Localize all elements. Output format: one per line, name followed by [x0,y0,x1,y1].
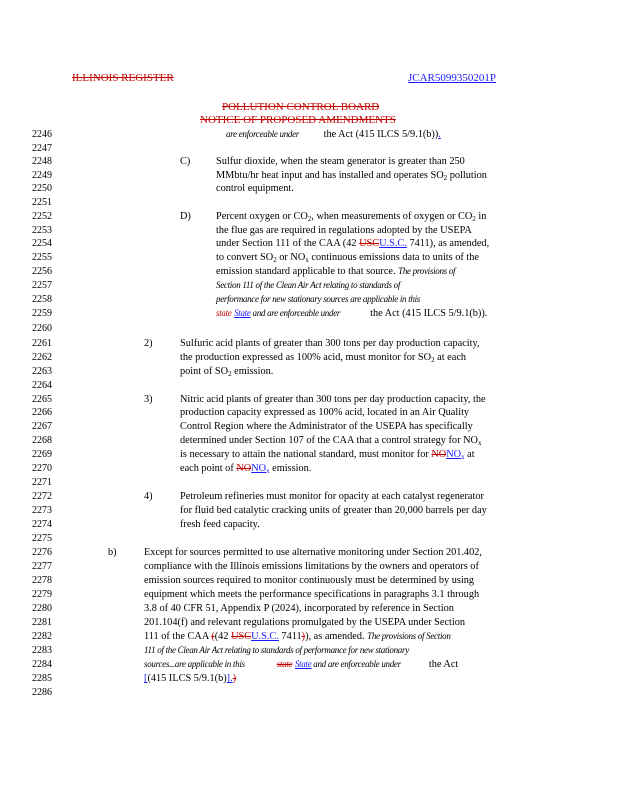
line-number: 2258 [32,294,52,305]
item-4-line3: fresh feed capacity. [180,519,260,530]
item-b-label: b) [108,547,117,558]
line-number: 2264 [32,380,52,391]
line-number: 2253 [32,225,52,236]
item-c-line2: MMbtu/hr heat input and has installed and operates $SO_2$ pollution [216,170,487,182]
item-2-line3: point of $SO_2$ emission. [180,366,274,378]
item-d-line2: the flue gas are required in regulations adopted by the USEPA [216,225,472,236]
board-title: POLLUTION CONTROL BOARD [222,101,380,113]
deleted-text: ) [232,673,237,684]
line-number: 2270 [32,463,52,474]
item-4-line2: for fluid bed catalytic cracking units of greater than 20,000 barrels per day [180,505,487,516]
item-b-line2: compliance with the Illinois emissions limitations by the owners and operators of [144,561,479,572]
line-number: 2273 [32,505,52,516]
item-d-line1: Percent oxygen or $CO_2$, when measurements of oxygen or $CO_2$ in [216,211,487,223]
jcar-code: JCAR5099350201P [408,72,497,84]
item-3-line4: determined under Section 107 of the CAA that a control strategy for $NO_x$ [180,435,482,447]
deleted-text: NO [236,463,252,474]
item-d-line6: Section 111 of the Clean Air Act relating to standards of [216,280,401,290]
item-b-line4: equipment which meets the performance specifications in paragraphs 3.1 through [144,589,480,600]
item-b-line6: 201.104(f) and relevant regulations promulgated by the USEPA under Section [144,617,466,628]
italic-text: are enforceable under [226,129,300,139]
item-b-line7: 111 of the CAA ((42 USCU.S.C. 7411)), as amended. The provisions of Section [144,631,451,642]
line-number: 2254 [32,238,52,249]
line-2246 [226,128,441,142]
inserted-text: U.S.C. [251,631,279,642]
deleted-text: ) [301,631,306,642]
item-d-label: D) [180,211,191,222]
line-number: 2250 [32,183,52,194]
line-number: 2283 [32,645,52,656]
line-number: 2282 [32,631,52,642]
item-3-line6: each point of $NONO_x$ emission. [180,463,312,475]
line-number: 2278 [32,575,52,586]
item-3-line1: Nitric acid plants of greater than 300 tons per day production capacity, the [180,394,486,405]
line-number: 2274 [32,519,52,530]
item-c-label: C) [180,156,191,167]
item-c-line3: control equipment. [216,183,294,194]
item-d-line3: under Section 111 of the CAA (42 USCU.S.C. 7411), as amended, [216,238,490,249]
item-d-line4: to convert $SO_2$ or $NO_x$ continuous emissions data to units of the [216,252,479,264]
inserted-text: State [294,659,312,669]
inserted-text: $NO_x$ [446,449,465,461]
register-title: ILLINOIS REGISTER [72,72,174,84]
line-number: 2260 [32,323,52,334]
item-d-line8: state State and are enforceable under the Act (415 ILCS 5/9.1(b)). [216,308,488,319]
item-3-line2: production capacity expressed as 100% acid, located in an Air Quality [180,407,470,418]
item-b-line3: emission sources required to monitor continuously must be determined by using [144,575,475,586]
deleted-text: NO [431,449,447,460]
line-number: 2279 [32,589,52,600]
line-number: 2271 [32,477,52,488]
item-3-line5: is necessary to attain the national standard, must monitor for $NONO_x$ at [180,449,475,461]
item-4-label: 4) [144,491,153,502]
line-number: 2276 [32,547,52,558]
inserted-text: [ [144,673,148,684]
deleted-text: USC [359,238,380,249]
item-b-line8: 111 of the Clean Air Act relating to standards of performance for new stationary [144,645,409,655]
inserted-text: State [234,308,251,318]
item-b-line9: sources...are applicable in this state State and are enforceable under the Act [144,659,459,670]
inserted-text: $NO_x$ [251,463,270,475]
line-number: 2263 [32,366,52,377]
item-3-line3: Control Region where the Administrator of the USEPA has specifically [180,421,473,432]
line-number: 2251 [32,197,52,208]
text: the Act (415 ILCS 5/9.1(b)) [323,129,439,140]
line-number: 2249 [32,170,52,181]
line-number: 2266 [32,407,52,418]
item-c-line1: Sulfur dioxide, when the steam generator is greater than 250 [216,156,465,167]
line-number: 2286 [32,687,52,698]
line-number: 2248 [32,156,52,167]
item-2-line2: the production expressed as 100% acid, must monitor for $SO_2$ at each [180,352,467,364]
line-number: 2252 [32,211,52,222]
item-3-label: 3) [144,394,153,405]
line-number: 2268 [32,435,52,446]
line-number: 2281 [32,617,52,628]
line-number: 2267 [32,421,52,432]
line-number: 2277 [32,561,52,572]
line-number: 2285 [32,673,52,684]
deleted-text: ( [211,631,215,642]
deleted-text: USC [231,631,252,642]
line-number: 2261 [32,338,52,349]
line-number: 2256 [32,266,52,277]
line-number: 2259 [32,308,52,319]
line-number: 2272 [32,491,52,502]
notice-title: NOTICE OF PROPOSED AMENDMENTS [200,114,396,126]
line-number: 2247 [32,143,52,154]
item-4-line1: Petroleum refineries must monitor for opacity at each catalyst regenerator [180,491,484,502]
item-b-line1: Except for sources permitted to use alternative monitoring under Section 201.402, [144,547,482,558]
inserted-text: . [438,129,441,140]
line-number: 2269 [32,449,52,460]
inserted-text: ]. [226,673,233,684]
line-number: 2275 [32,533,52,544]
item-b-line10: [(415 ILCS 5/9.1(b)].) [144,673,237,684]
line-number: 2246 [32,129,52,140]
item-2-label: 2) [144,338,153,349]
item-d-line5: emission standard applicable to that source. The provisions of [216,266,456,277]
item-b-line5: 3.8 of 40 CFR 51, Appendix P (2024), incorporated by reference in Section [144,603,454,614]
deleted-text: state [216,308,232,318]
line-number: 2265 [32,394,52,405]
item-d-line7: performance for new stationary sources are applicable in this [216,294,421,304]
inserted-text: U.S.C. [379,238,407,249]
line-number: 2255 [32,252,52,263]
line-number: 2262 [32,352,52,363]
item-2-line1: Sulfuric acid plants of greater than 300 tons per day production capacity, [180,338,480,349]
line-number: 2280 [32,603,52,614]
deleted-text: state [276,659,293,669]
line-number: 2257 [32,280,52,291]
line-number: 2284 [32,659,52,670]
